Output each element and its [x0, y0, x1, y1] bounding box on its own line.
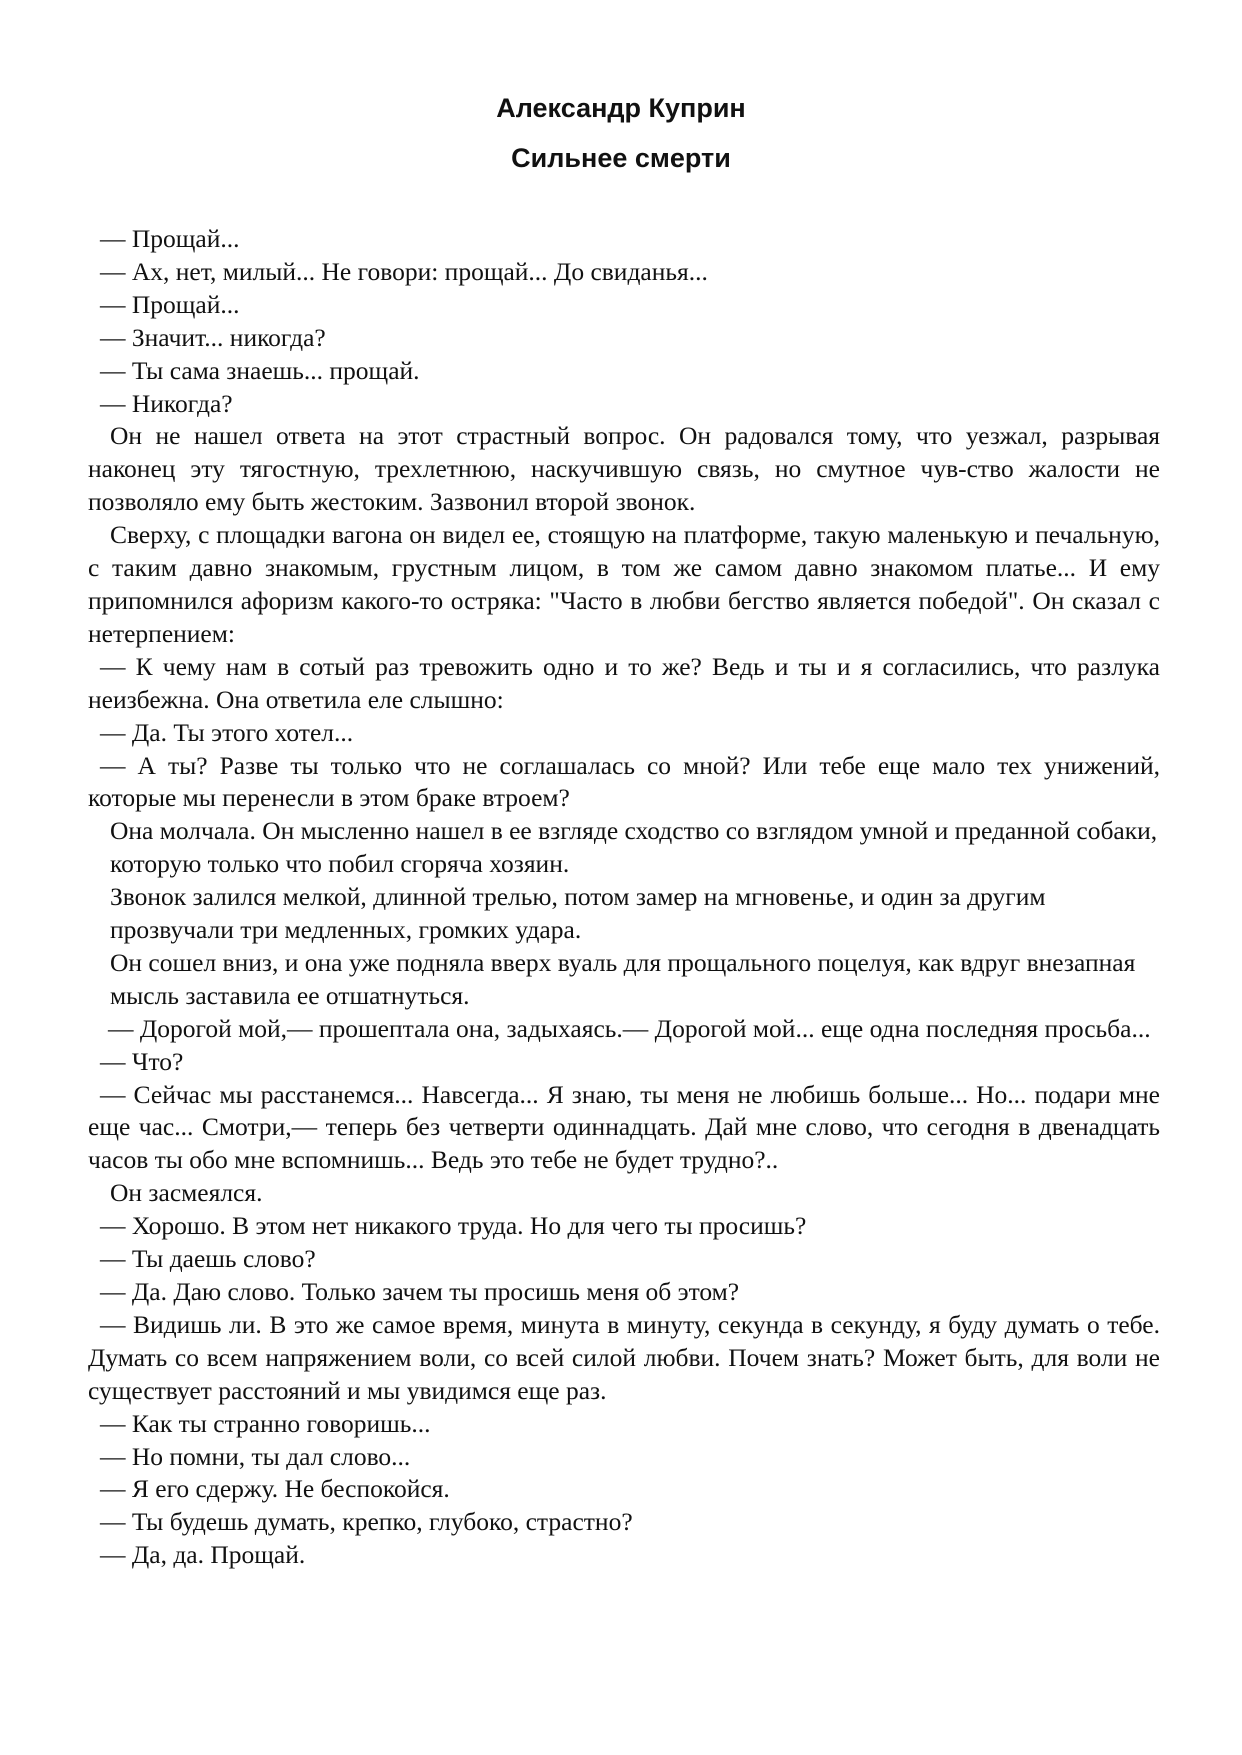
author-name: Александр Куприн — [496, 93, 746, 123]
paragraph: Он не нашел ответа на этот страстный вопрос. Он радовался тому, что уезжал, разрывая наконец эту тягостную, трехлетнюю, наскучившую связь, но смутное чув-ство жалости не позволяло ему быть жестоким. Зазвонил второй звонок. — [88, 421, 1160, 517]
paragraph: — Я его сдержу. Не беспокойся. — [100, 1474, 450, 1504]
paragraph: Она молчала. Он мысленно нашел в ее взгляде сходство со взглядом умной и преданной собаки, которую только что побил сгоряча хозяин. — [110, 816, 1158, 879]
paragraph: — Да. Даю слово. Только зачем ты просишь меня об этом? — [100, 1277, 740, 1306]
paragraph: — Сейчас мы расстанемся... Навсегда... Я знаю, ты меня не любишь больше... Но... подари мне еще час... Смотри,— теперь без четверти одиннадцать. Дай мне слово, что сегодня в двенадцать часов ты обо мне вспомнишь... Ведь это тебе не будет трудно?.. — [88, 1079, 1160, 1175]
paragraph: Он засмеялся. — [110, 1178, 263, 1208]
paragraph: — Что? — [100, 1046, 184, 1076]
paragraph: — Видишь ли. В это же самое время, минута в минуту, секунда в секунду, я буду думать о тебе. Думать со всем напряжением воли, со всей силой любви. Почем знать? Может быть, для воли не существует расстояний и мы увидимся еще раз. — [88, 1309, 1160, 1405]
story-title: Сильнее смерти — [511, 143, 731, 173]
paragraph: — К чему нам в сотый раз тревожить одно и то же? Ведь и ты и я согласились, что разлука неизбежна. Она ответила еле слышно: — [88, 651, 1160, 714]
paragraph: — Прощай... — [100, 224, 240, 253]
paragraph: Звонок залился мелкой, длинной трелью, потом замер на мгновенье, и один за другим прозвучали три медленных, громких удара. — [110, 882, 1046, 945]
paragraph: — Да, да. Прощай. — [100, 1540, 306, 1570]
paragraph: — Никогда? — [100, 388, 233, 418]
paragraph: — Ты будешь думать, крепко, глубоко, страстно? — [100, 1507, 633, 1537]
paragraph: Сверху, с площадки вагона он видел ее, стоящую на платформе, такую маленькую и печальную, с таким давно знакомым, грустным лицом, в том же самом давно знакомом платье... И ему припомнился афоризм какого-то остряка: "Часто в любви бегство является победой". Он сказал с нетерпением: — [88, 520, 1160, 648]
paragraph: — Значит... никогда? — [100, 322, 326, 352]
paragraph: — А ты? Разве ты только что не соглашалась со мной? Или тебе еще мало тех унижений, которые мы перенесли в этом браке втроем? — [88, 750, 1160, 813]
paragraph: — Ах, нет, милый... Не говори: прощай... До свиданья... — [100, 256, 708, 286]
paragraph: Он сошел вниз, и она уже подняла вверх вуаль для прощального поцелуя, как вдруг внезапная мысль заставила ее отшатнуться. — [110, 947, 1136, 1010]
paragraph: — Как ты странно говоришь... — [100, 1408, 431, 1438]
paragraph: — Ты сама знаешь... прощай. — [100, 355, 420, 385]
paragraph: — Да. Ты этого хотел... — [100, 717, 354, 747]
paragraph: — Хорошо. В этом нет никакого труда. Но для чего ты просишь? — [100, 1211, 807, 1241]
story-text — [88, 223, 1160, 1572]
paragraph: — Но помни, ты дал слово... — [100, 1441, 411, 1471]
paragraph: — Дорогой мой,— прошептала она, задыхаясь.— Дорогой мой... еще одна последняя просьба... — [108, 1013, 1151, 1043]
paragraph: — Ты даешь слово? — [100, 1244, 316, 1274]
paragraph: — Прощай... — [100, 289, 240, 319]
